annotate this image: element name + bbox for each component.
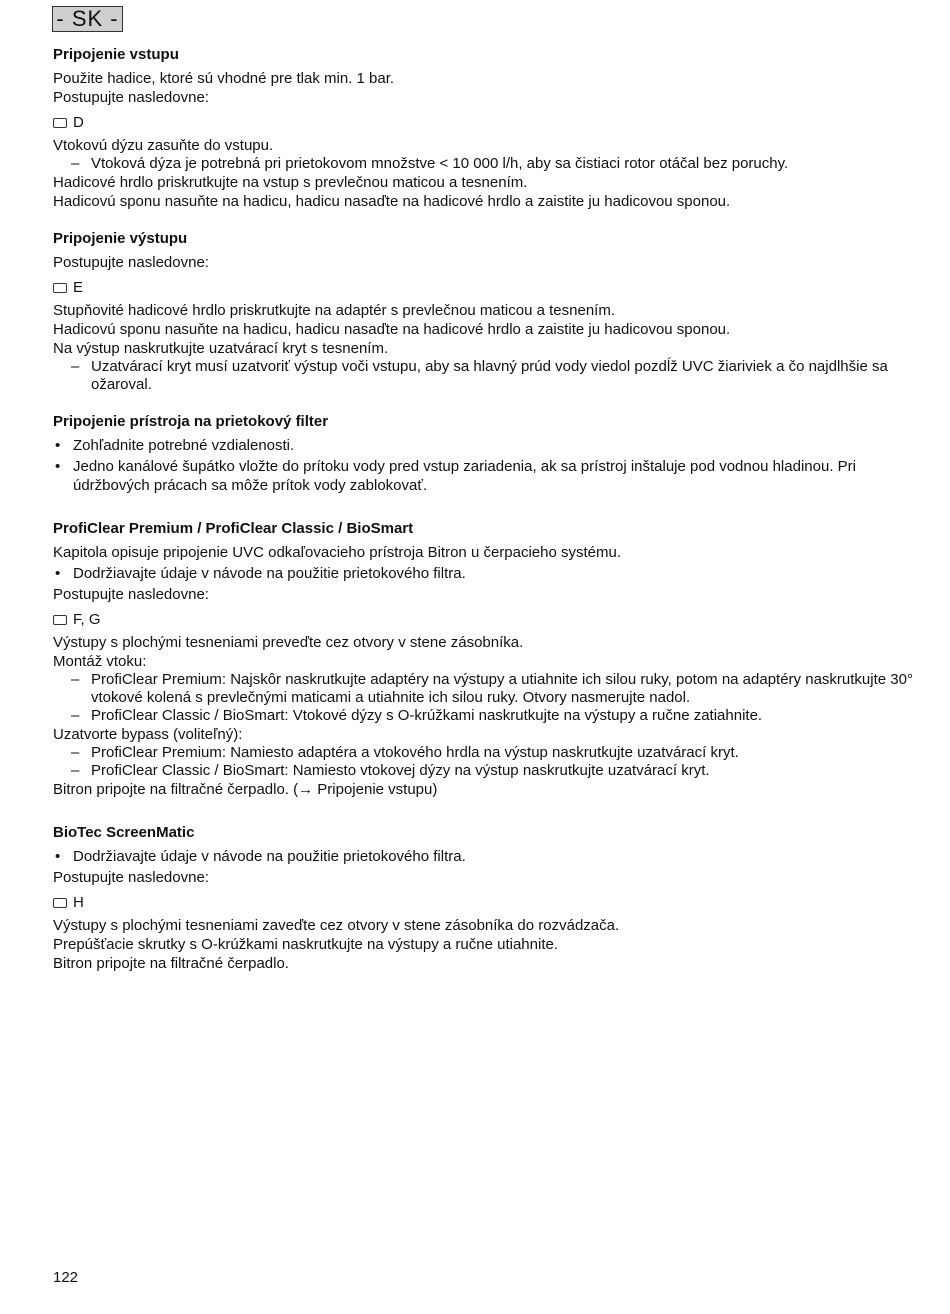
dash-item: [53, 671, 913, 707]
dash-text: ProfiClear Classic / BioSmart: Namiesto vtokovej dýzy na výstup naskrutkujte uzatvárací kryt.: [91, 762, 710, 779]
paragraph: Výstupy s plochými tesneniami preveďte cez otvory v stene zásobníka.: [53, 634, 524, 651]
book-icon: [53, 118, 67, 128]
dash-text: ProfiClear Premium: Najskôr naskrutkujte adaptéry na výstupy a utiahnite ich silou ruky, potom na adaptéry naskrutkujte 30° vtokové kolená s prevlečnými maticami a utiahnite ich silou ruky. Otvory nasmerujte nadol.: [91, 671, 913, 706]
section-title: BioTec ScreenMatic: [53, 824, 195, 841]
paragraph: Postupujte nasledovne:: [53, 586, 209, 603]
section-title: Pripojenie výstupu: [53, 230, 188, 247]
paragraph: Uzatvorte bypass (voliteľný):: [53, 726, 243, 743]
section-title: ProfiClear Premium / ProfiClear Classic / BioSmart: [53, 520, 414, 537]
dash-text: ProfiClear Premium: Namiesto adaptéra a vtokového hrdla na výstup naskrutkujte uzatvárací kryt.: [91, 744, 739, 761]
section-flow-filter: [53, 412, 913, 495]
dash-mark: –: [71, 762, 80, 779]
page-content: [53, 45, 913, 991]
dash-item: [53, 762, 913, 780]
bullet-text: Jedno kanálové šupátko vložte do prítoku vody pred vstup zariadenia, ak sa prístroj inštaluje pod vodnou hladinou. Pri údržbových prácach sa môže prítok vody zablokovať.: [73, 458, 856, 494]
book-icon: [53, 283, 67, 293]
dash-item: [53, 358, 913, 394]
paragraph: Prepúšťacie skrutky s O-krúžkami naskrutkujte na výstupy a ručne utiahnite.: [53, 936, 559, 953]
paragraph: Bitron pripojte na filtračné čerpadlo.: [53, 955, 289, 972]
figure-reference: [53, 278, 913, 297]
section-proficlear: [53, 519, 913, 799]
paragraph: Hadicové hrdlo priskrutkujte na vstup s prevlečnou maticou a tesnením.: [53, 174, 528, 191]
figure-label: D: [73, 114, 84, 131]
dash-item: [53, 744, 913, 762]
book-icon: [53, 615, 67, 625]
bullet-text: Dodržiavajte údaje v návode na použitie prietokového filtra.: [73, 848, 466, 865]
dash-item: [53, 155, 913, 173]
dash-text: ProfiClear Classic / BioSmart: Vtokové dýzy s O-krúžkami naskrutkujte na výstupy a ručne zatiahnite.: [91, 707, 763, 724]
paragraph: Kapitola opisuje pripojenie UVC odkaľovacieho prístroja Bitron u čerpacieho systému.: [53, 544, 622, 561]
section-title: Pripojenie prístroja na prietokový filter: [53, 413, 329, 430]
bullet-item: [53, 457, 913, 495]
section-outlet: [53, 229, 913, 394]
dash-mark: –: [71, 155, 80, 172]
figure-label: F, G: [73, 611, 101, 628]
book-icon: [53, 898, 67, 908]
bullet-mark: •: [55, 437, 61, 454]
dash-mark: –: [71, 744, 80, 761]
section-biotec: [53, 823, 913, 973]
figure-label: H: [73, 894, 84, 911]
paragraph: Bitron pripojte na filtračné čerpadlo. (→ Pripojenie vstupu): [53, 781, 438, 798]
dash-mark: –: [71, 707, 80, 724]
paragraph: Stupňovité hadicové hrdlo priskrutkujte na adaptér s prevlečnou maticou a tesnením.: [53, 302, 615, 319]
dash-text: Vtoková dýza je potrebná pri prietokovom množstve < 10 000 l/h, aby sa čistiaci rotor otáčal bez poruchy.: [91, 155, 789, 172]
bullet-mark: •: [55, 565, 61, 582]
paragraph: Postupujte nasledovne:: [53, 254, 209, 271]
figure-reference: [53, 610, 913, 629]
dash-mark: –: [71, 671, 80, 688]
bullet-item: [53, 564, 913, 583]
bullet-mark: •: [55, 458, 61, 475]
section-title: Pripojenie vstupu: [53, 46, 179, 63]
paragraph: Hadicovú sponu nasuňte na hadicu, hadicu nasaďte na hadicové hrdlo a zaistite ju hadicovou sponou.: [53, 321, 731, 338]
paragraph: Vtokovú dýzu zasuňte do vstupu.: [53, 137, 274, 154]
bullet-item: [53, 436, 913, 455]
page-number: 122: [53, 1269, 79, 1286]
bullet-text: Zohľadnite potrebné vzdialenosti.: [73, 437, 295, 454]
paragraph: Hadicovú sponu nasuňte na hadicu, hadicu nasaďte na hadicové hrdlo a zaistite ju hadicovou sponou.: [53, 193, 731, 210]
bullet-text: Dodržiavajte údaje v návode na použitie prietokového filtra.: [73, 565, 466, 582]
dash-item: [53, 707, 913, 725]
figure-reference: [53, 113, 913, 132]
paragraph: Na výstup naskrutkujte uzatvárací kryt s tesnením.: [53, 340, 389, 357]
paragraph: Postupujte nasledovne:: [53, 89, 209, 106]
paragraph: Montáž vtoku:: [53, 653, 147, 670]
figure-label: E: [73, 279, 84, 296]
paragraph: Postupujte nasledovne:: [53, 869, 209, 886]
paragraph: Použite hadice, ktoré sú vhodné pre tlak min. 1 bar.: [53, 70, 395, 87]
section-inlet: [53, 45, 913, 211]
dash-text: Uzatvárací kryt musí uzatvoriť výstup voči vstupu, aby sa hlavný prúd vody viedol pozdĺž UVC žiariviek a čo najdlhšie sa ožaroval.: [91, 358, 888, 393]
paragraph: Výstupy s plochými tesneniami zaveďte cez otvory v stene zásobníka do rozvádzača.: [53, 917, 620, 934]
language-tab: - SK -: [52, 6, 123, 32]
figure-reference: [53, 893, 913, 912]
bullet-mark: •: [55, 848, 61, 865]
bullet-item: [53, 847, 913, 866]
dash-mark: –: [71, 358, 80, 375]
